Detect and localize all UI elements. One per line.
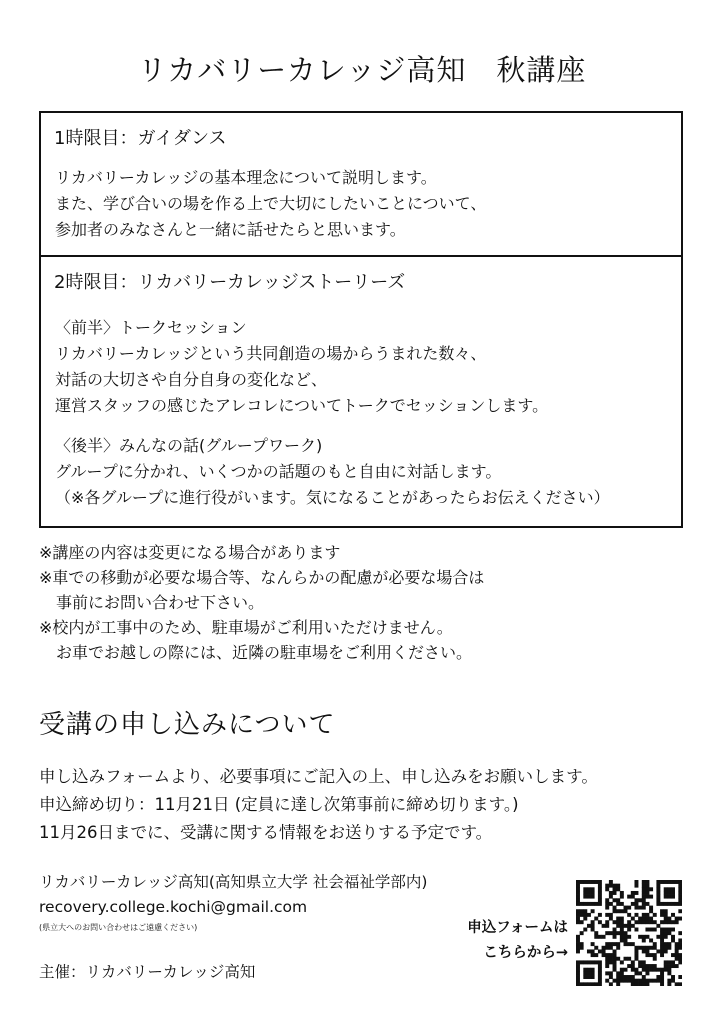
- first-half-line: 対話の大切さや自分自身の変化など、: [55, 370, 328, 389]
- note-item: ※講座の内容は変更になる場合があります: [39, 543, 341, 562]
- session-1-heading: 1時限目：ガイダンス: [54, 128, 227, 149]
- note-item: ※車での移動が必要な場合等、なんらかの配慮が必要な場合は: [39, 568, 485, 587]
- note-item: 事前にお問い合わせ下さい。: [56, 593, 265, 612]
- qr-code-icon: [576, 880, 682, 986]
- session-2-second-half: [55, 433, 610, 511]
- form-cta-line: 申込フォームは: [467, 920, 568, 936]
- session-2-first-half: [55, 315, 548, 419]
- application-line: 申し込みフォームより、必要事項にご記入の上、申し込みをお願いします。: [39, 767, 598, 786]
- first-half-line: 運営スタッフの感じたアレコレについてトークでセッションします。: [55, 396, 549, 415]
- application-heading: 受講の申し込みについて: [39, 710, 336, 740]
- host-organizer: 主催：リカバリーカレッジ高知: [39, 963, 256, 981]
- qr-code[interactable]: [576, 880, 682, 986]
- session-1-line: 参加者のみなさんと一緒に話せたらと思います。: [55, 220, 406, 239]
- second-half-line: （※各グループに進行役がいます。気になることがあったらお伝えください）: [55, 488, 610, 507]
- application-form-callout: [438, 916, 568, 966]
- form-cta-line: こちらから→: [483, 945, 568, 961]
- application-line: 11月26日までに、受講に関する情報をお送りする予定です。: [39, 823, 493, 842]
- contact-email[interactable]: recovery.college.kochi@gmail.com: [39, 898, 308, 916]
- application-line: 申込締め切り：11月21日 (定員に達し次第事前に締め切ります。): [39, 795, 519, 814]
- second-half-label: 〈後半〉みんなの話(グループワーク): [55, 436, 323, 455]
- session-2-box: [39, 255, 683, 528]
- note-item: お車でお越しの際には、近隣の駐車場をご利用ください。: [56, 643, 473, 662]
- session-1-box: [39, 111, 683, 257]
- second-half-line: グループに分かれ、いくつかの話題のもと自由に対話します。: [55, 462, 502, 481]
- contact-info: [39, 870, 427, 936]
- note-item: ※校内が工事中のため、駐車場がご利用いただけません。: [39, 618, 453, 637]
- session-1-line: また、学び合いの場を作る上で大切にしたいことについて、: [55, 194, 487, 213]
- contact-org: リカバリーカレッジ高知(高知県立大学 社会福祉学部内): [39, 873, 428, 891]
- page-title: リカバリーカレッジ高知 秋講座: [137, 53, 587, 87]
- first-half-label: 〈前半〉トークセッション: [55, 318, 247, 337]
- notes: [39, 540, 484, 665]
- contact-note: (県立大へのお問い合わせはご遠慮ください): [39, 923, 198, 932]
- application-details: [39, 763, 598, 847]
- first-half-line: リカバリーカレッジという共同創造の場からうまれた数々、: [55, 344, 487, 363]
- session-2-heading: 2時限目：リカバリーカレッジストーリーズ: [54, 272, 406, 293]
- session-1-description: [55, 165, 486, 243]
- session-1-line: リカバリーカレッジの基本理念について説明します。: [55, 168, 437, 187]
